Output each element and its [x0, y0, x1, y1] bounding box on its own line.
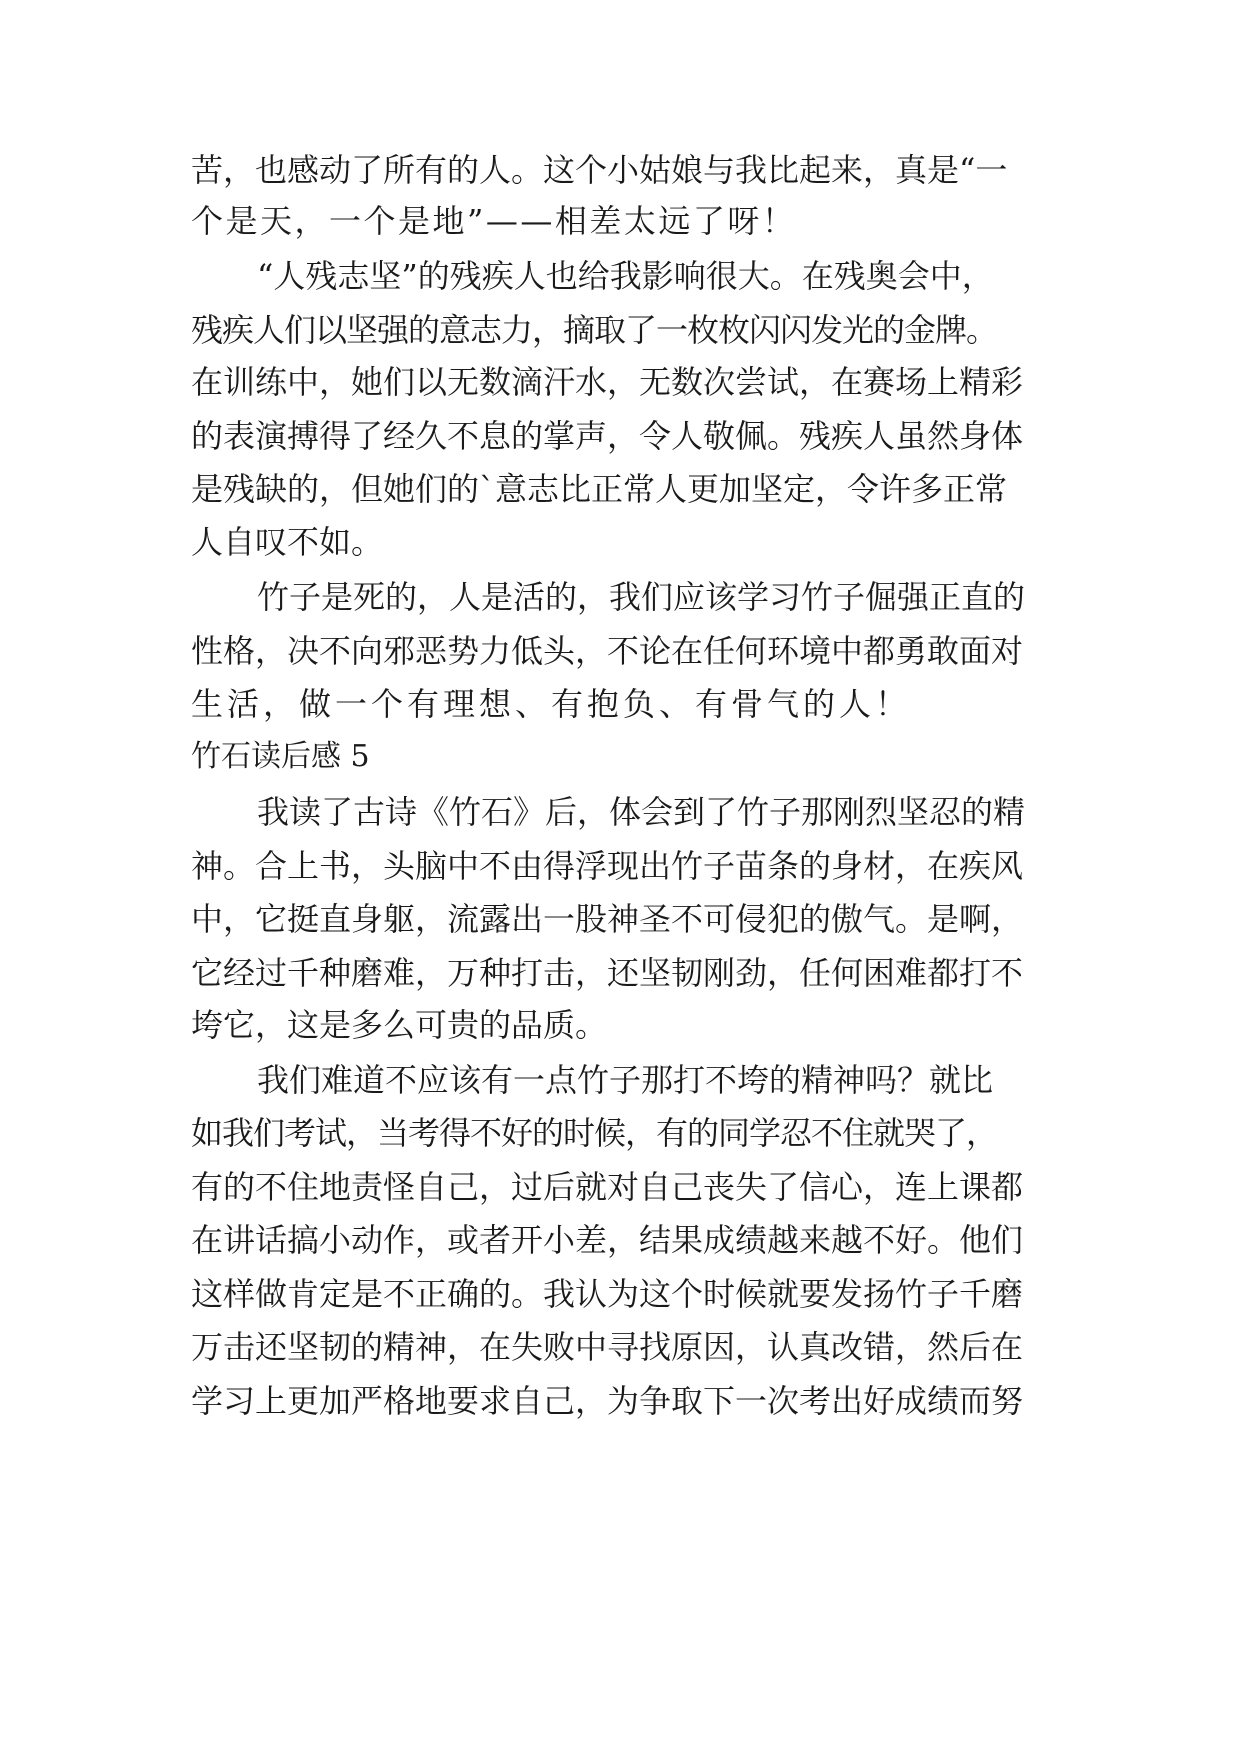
paragraph-5-line-6: 万击还坚韧的精神，在失败中寻找原因，认真改错，然后在 [191, 1328, 1024, 1366]
paragraph-5-line-1: 我们难道不应该有一点竹子那打不垮的精神吗？就比 [257, 1061, 994, 1099]
paragraph-4-line-2: 神。合上书，头脑中不由得浮现出竹子苗条的身材，在疾风 [191, 847, 1024, 885]
paragraph-5-line-2: 如我们考试，当考得不好的时候，有的同学忍不住就哭了， [191, 1114, 998, 1152]
paragraph-5-line-4: 在讲话搞小动作，或者开小差，结果成绩越来越不好。他们 [191, 1221, 1024, 1259]
paragraph-2-line-4: 的表演搏得了经久不息的掌声，令人敬佩。残疾人虽然身体 [191, 417, 1024, 455]
paragraph-4-line-4: 它经过千种磨难，万种打击，还坚韧刚劲，任何困难都打不 [191, 954, 1024, 992]
paragraph-2-line-1: “人残志坚”的残疾人也给我影响很大。在残奥会中， [257, 257, 994, 295]
paragraph-2-line-3: 在训练中，她们以无数滴汗水，无数次尝试，在赛场上精彩 [191, 363, 1024, 401]
paragraph-5-line-5: 这样做肯定是不正确的。我认为这个时候就要发扬竹子千磨 [191, 1275, 1024, 1313]
paragraph-1-line-1: 苦，也感动了所有的人。这个小姑娘与我比起来，真是“一 [191, 151, 1008, 189]
paragraph-2-line-2: 残疾人们以坚强的意志力，摘取了一枚枚闪闪发光的金牌。 [191, 311, 998, 349]
paragraph-2-line-5: 是残缺的，但她们的`意志比正常人更加坚定，令许多正常 [191, 470, 1008, 508]
paragraph-2-line-6: 人自叹不如。 [191, 523, 384, 561]
paragraph-4-line-5: 垮它，这是多么可贵的品质。 [191, 1006, 608, 1044]
section-heading: 竹石读后感 5 [191, 739, 370, 774]
paragraph-5-line-7: 学习上更加严格地要求自己，为争取下一次考出好成绩而努 [191, 1382, 1024, 1420]
paragraph-3-line-3: 生活，做一个有理想、有抱负、有骨气的人！ [191, 685, 912, 723]
paragraph-3-line-1: 竹子是死的，人是活的，我们应该学习竹子倔强正直的 [257, 578, 1026, 616]
paragraph-4-line-3: 中，它挺直身躯，流露出一股神圣不可侵犯的傲气。是啊， [191, 900, 1024, 938]
paragraph-4-line-1: 我读了古诗《竹石》后，体会到了竹子那刚烈坚忍的精 [257, 793, 1026, 831]
paragraph-1-line-2: 个是天，一个是地”——相差太远了呀！ [191, 202, 797, 240]
paragraph-5-line-3: 有的不住地责怪自己，过后就对自己丧失了信心，连上课都 [191, 1168, 1024, 1206]
paragraph-3-line-2: 性格，决不向邪恶势力低头，不论在任何环境中都勇敢面对 [191, 632, 1024, 670]
